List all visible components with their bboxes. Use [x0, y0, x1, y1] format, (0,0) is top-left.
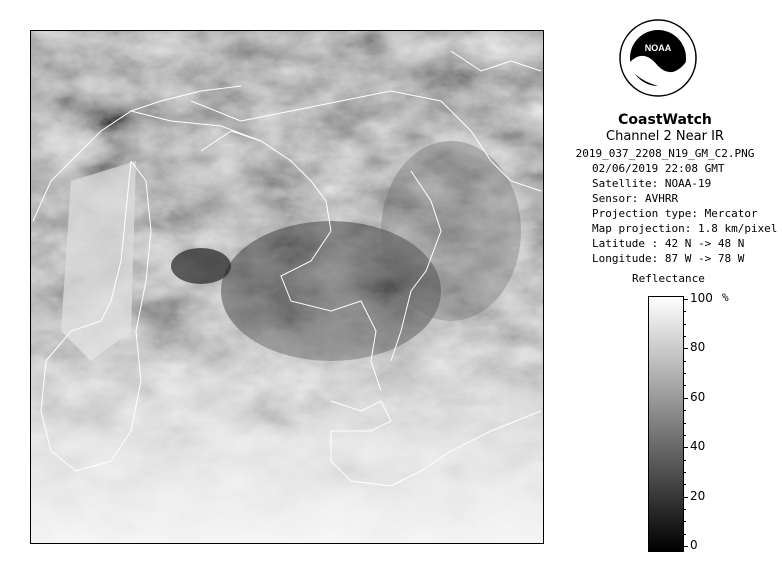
colorbar-label: Reflectance [632, 272, 705, 285]
colorbar-minor-tick [683, 534, 686, 535]
colorbar-tick [683, 497, 688, 498]
colorbar-tick-label: 80 [690, 340, 706, 355]
colorbar [648, 296, 684, 552]
colorbar-tick [683, 348, 688, 349]
latitude-range: Latitude : 42 N -> 48 N [592, 237, 745, 250]
colorbar-minor-tick [683, 509, 686, 510]
colorbar-minor-tick [683, 435, 686, 436]
map-projection: Map projection: 1.8 km/pixel [592, 222, 778, 235]
projection-type: Projection type: Mercator [592, 207, 758, 220]
colorbar-minor-tick [683, 484, 686, 485]
colorbar-minor-tick [683, 373, 686, 374]
colorbar-tick-label: 60 [690, 389, 706, 404]
colorbar-minor-tick [683, 336, 686, 337]
colorbar-minor-tick [683, 311, 686, 312]
colorbar-tick [683, 398, 688, 399]
colorbar-minor-tick [683, 460, 686, 461]
colorbar-unit: % [722, 291, 729, 304]
colorbar-tick-label: 40 [690, 439, 706, 454]
noaa-logo [618, 18, 698, 98]
colorbar-tick-label: 100 [690, 291, 713, 305]
colorbar-minor-tick [683, 521, 686, 522]
satellite-info: Satellite: NOAA-19 [592, 177, 712, 190]
colorbar-minor-tick [683, 385, 686, 386]
app-title: CoastWatch [618, 112, 712, 128]
datetime: 02/06/2019 22:08 GMT [592, 162, 725, 175]
colorbar-tick [683, 299, 688, 300]
colorbar-minor-tick [683, 410, 686, 411]
colorbar-tick [683, 546, 688, 547]
colorbar-minor-tick [683, 361, 686, 362]
logo-agency-text: NOAA [644, 43, 672, 53]
colorbar-minor-tick [683, 423, 686, 424]
colorbar-tick-label: 20 [690, 488, 706, 503]
sensor-info: Sensor: AVHRR [592, 192, 679, 205]
colorbar-minor-tick [683, 472, 686, 473]
satellite-image [30, 30, 544, 544]
colorbar-minor-tick [683, 324, 686, 325]
longitude-range: Longitude: 87 W -> 78 W [592, 252, 745, 265]
colorbar-tick-label: 0 [690, 538, 698, 552]
channel-subtitle: Channel 2 Near IR [606, 129, 724, 144]
filename: 2019_037_2208_N19_GM_C2.PNG [575, 147, 755, 160]
colorbar-tick [683, 447, 688, 448]
